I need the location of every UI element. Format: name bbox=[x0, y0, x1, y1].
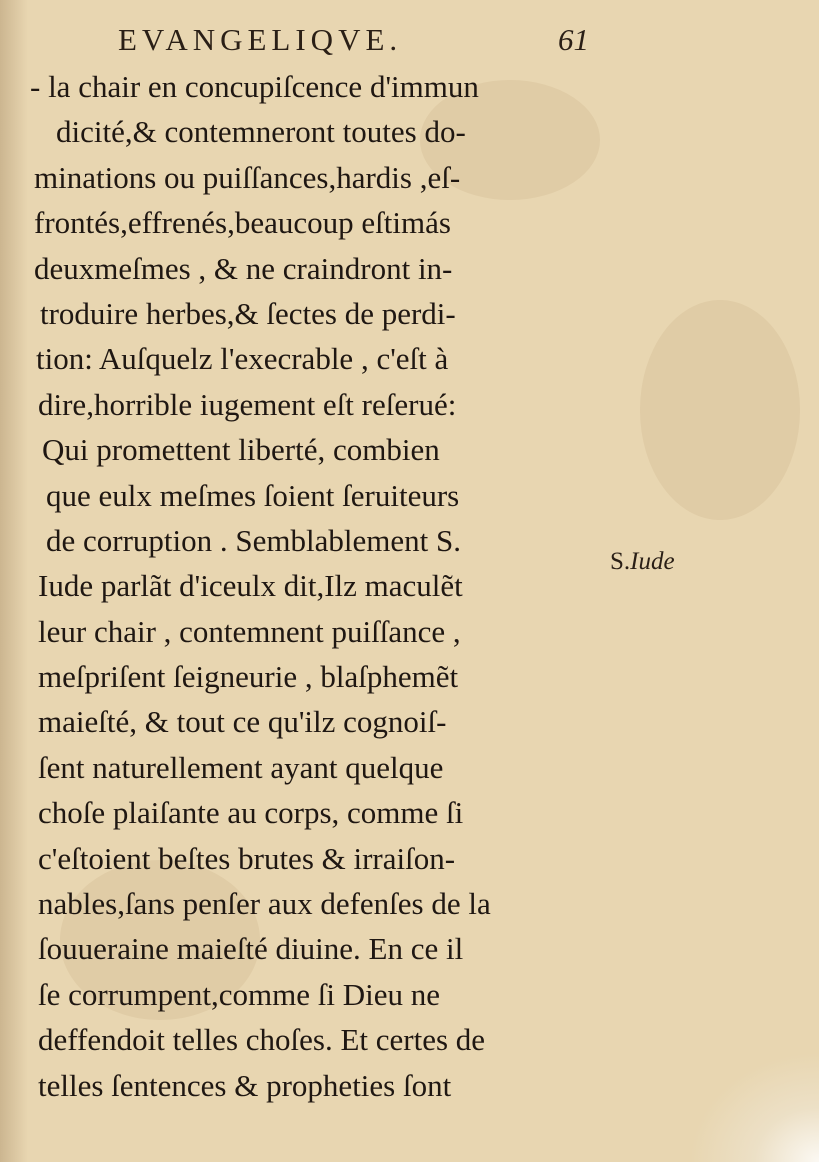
text-line: tion: Auſquelz l'execrable , c'eſt à bbox=[36, 341, 449, 377]
text-line: deffendoit telles choſes. Et certes de bbox=[38, 1022, 486, 1058]
text-line: ſent naturellement ayant quelque bbox=[38, 749, 444, 785]
text-line: dire,horrible iugement eſt reſerué: bbox=[38, 386, 457, 422]
page-header bbox=[0, 12, 819, 62]
text-line: maieſté, & tout ce qu'ilz cognoiſ- bbox=[38, 704, 447, 740]
text-line: Iude parlãt d'iceulx dit,Ilz maculẽt bbox=[38, 568, 463, 604]
worn-corner bbox=[689, 1052, 819, 1162]
text-line: - la chair en concupiſcence d'immun bbox=[30, 69, 479, 104]
page-number: 61 bbox=[558, 22, 589, 57]
text-line: meſpriſent ſeigneurie , blaſphemẽt bbox=[38, 659, 459, 695]
text-line: Qui promettent liberté, combien bbox=[42, 432, 440, 468]
text-line: troduire herbes,& ſectes de perdi- bbox=[40, 295, 456, 331]
text-line: deuxmeſmes , & ne craindront in- bbox=[34, 250, 453, 286]
text-line: que eulx meſmes ſoient ſeruiteurs bbox=[46, 477, 460, 513]
margin-note-prefix: S. bbox=[610, 548, 631, 575]
margin-note bbox=[610, 548, 675, 576]
body-text bbox=[30, 64, 610, 1108]
text-line: ſe corrumpent,comme ſi Dieu ne bbox=[38, 976, 441, 1012]
text-line: ſouueraine maieſté diuine. En ce il bbox=[38, 931, 464, 967]
gutter-shadow bbox=[0, 0, 28, 1162]
text-line: de corruption . Semblablement S. bbox=[46, 522, 461, 558]
text-line: c'eſtoient beſtes brutes & irraiſon- bbox=[38, 840, 456, 876]
paper-stain bbox=[640, 300, 800, 520]
text-line: minations ou puiſſances,hardis ,eſ- bbox=[34, 159, 461, 195]
text-line: frontés,effrenés,beaucoup eſtimás bbox=[34, 205, 451, 241]
text-line: nables,ſans penſer aux defenſes de la bbox=[38, 886, 491, 922]
text-line: telles ſentences & propheties ſont bbox=[38, 1067, 452, 1103]
margin-note-name: Iude bbox=[630, 548, 675, 575]
text-line: dicité,& contemneront toutes do- bbox=[56, 114, 466, 150]
text-line: leur chair , contemnent puiſſance , bbox=[38, 613, 461, 649]
text-line: choſe plaiſante au corps, comme ſi bbox=[38, 795, 464, 831]
running-title: EVANGELIQVE. bbox=[118, 22, 403, 57]
